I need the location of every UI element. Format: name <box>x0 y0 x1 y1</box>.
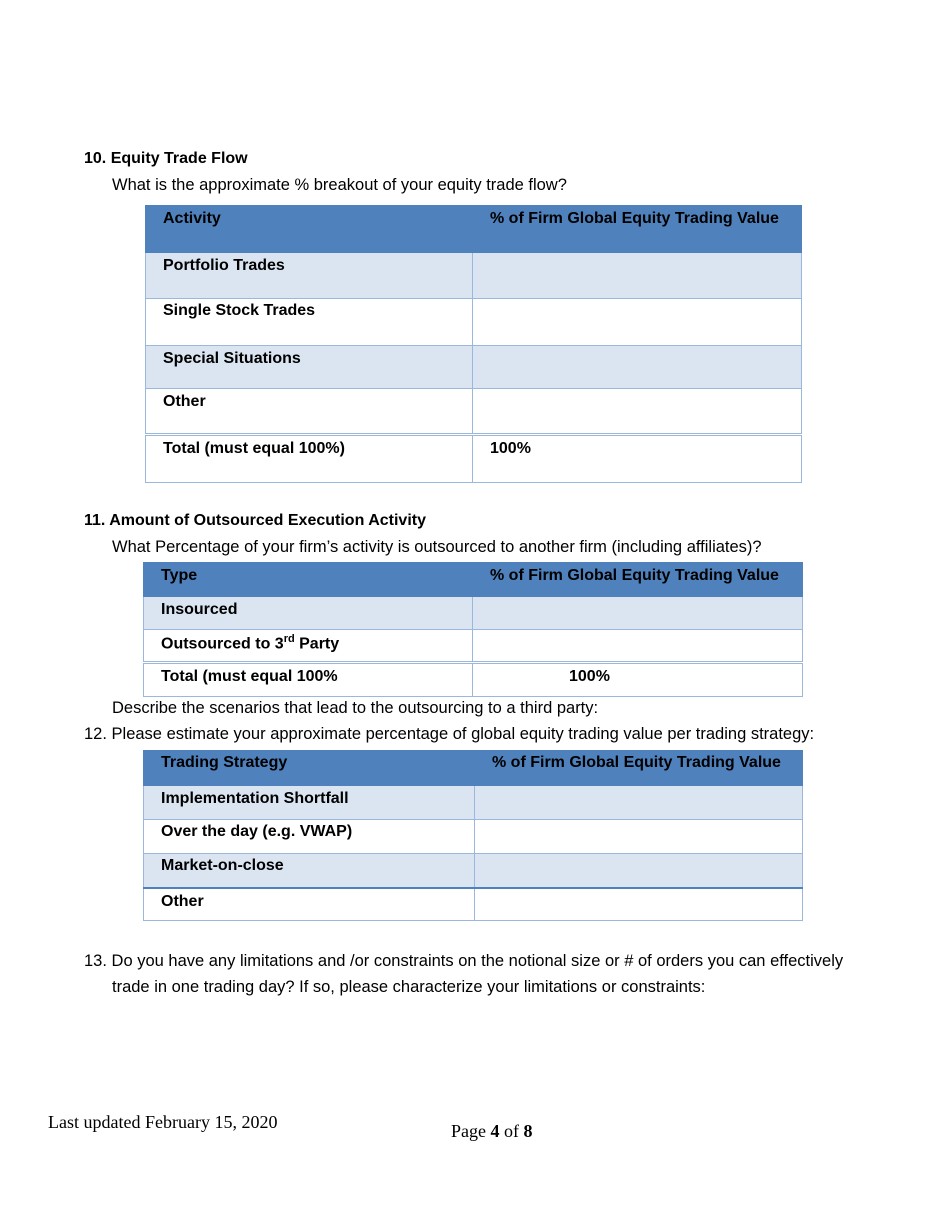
q11-header-row <box>144 563 803 597</box>
q11-row-input[interactable] <box>473 597 803 630</box>
q11-header-percent: % of Firm Global Equity Trading Value <box>473 563 803 597</box>
q11-label-post: Party <box>294 635 340 653</box>
q11-total-label: Total (must equal 100% <box>144 663 473 697</box>
table-row <box>144 630 803 663</box>
q10-question: What is the approximate % breakout of your equity trade flow? <box>112 176 567 194</box>
q10-row-label: Special Situations <box>146 346 473 389</box>
q12-number: 12. <box>84 725 107 743</box>
q12-row-input[interactable] <box>475 854 803 888</box>
q11-label-pre: Outsourced to 3 <box>161 635 284 653</box>
q12-header-row <box>144 751 803 786</box>
q12-row-label: Over the day (e.g. VWAP) <box>144 820 475 854</box>
q13-line1 <box>84 948 904 974</box>
q12-row-label: Market-on-close <box>144 854 475 888</box>
table-row <box>146 435 802 483</box>
table-row <box>146 346 802 389</box>
q11-row-label: Insourced <box>144 597 473 630</box>
table-row <box>144 888 803 921</box>
q10-row-label: Single Stock Trades <box>146 299 473 346</box>
q10-row-label: Other <box>146 389 473 435</box>
q10-header-percent: % of Firm Global Equity Trading Value <box>473 206 802 253</box>
page-of: of <box>499 1121 524 1141</box>
q13-question <box>84 948 904 1000</box>
q12-row-input[interactable] <box>475 820 803 854</box>
q10-table <box>145 205 802 483</box>
q10-heading <box>84 150 248 168</box>
q11-followup: Describe the scenarios that lead to the outsourcing to a third party: <box>112 699 599 717</box>
q12-header-percent: % of Firm Global Equity Trading Value <box>475 751 803 786</box>
table-row <box>144 786 803 820</box>
q12-question: Please estimate your approximate percentage of global equity trading value per trading strategy: <box>111 725 815 743</box>
q12-row-label: Other <box>144 888 475 921</box>
table-row <box>144 820 803 854</box>
q13-line2: trade in one trading day? If so, please characterize your limitations or constraints: <box>112 978 706 996</box>
page-current: 4 <box>490 1121 500 1141</box>
q11-row-input[interactable] <box>473 630 803 663</box>
q13-line1-text: Do you have any limitations and /or constraints on the notional size or # of orders you can effectively <box>111 952 844 970</box>
q12-row-label: Implementation Shortfall <box>144 786 475 820</box>
q10-row-input[interactable] <box>473 253 802 299</box>
page-prefix: Page <box>451 1121 491 1141</box>
q12-row-input[interactable] <box>475 786 803 820</box>
q10-row-input[interactable] <box>473 299 802 346</box>
q10-total-value[interactable]: 100% <box>473 435 802 483</box>
table-row <box>146 299 802 346</box>
q11-title: Amount of Outsourced Execution Activity <box>109 512 426 529</box>
q11-number: 11. <box>84 512 106 529</box>
q10-row-input[interactable] <box>473 346 802 389</box>
table-row <box>144 663 803 697</box>
table-row <box>146 389 802 435</box>
q12-header-strategy: Trading Strategy <box>144 751 475 786</box>
table-row <box>144 854 803 888</box>
q10-row-label: Portfolio Trades <box>146 253 473 299</box>
last-updated: Last updated February 15, 2020 <box>48 1112 278 1132</box>
q11-table <box>143 562 803 697</box>
q10-row-input[interactable] <box>473 389 802 435</box>
q12-table <box>143 750 803 921</box>
q10-header-activity: Activity <box>146 206 473 253</box>
q10-title: Equity Trade Flow <box>110 150 248 167</box>
q11-heading <box>84 512 426 530</box>
page-total: 8 <box>523 1121 533 1141</box>
q10-header-row <box>146 206 802 253</box>
q13-number: 13. <box>84 952 107 970</box>
table-row <box>144 597 803 630</box>
q10-number: 10. <box>84 150 107 167</box>
q11-total-value[interactable]: 100% <box>473 663 803 697</box>
page-number <box>451 1121 533 1142</box>
q11-header-type: Type <box>144 563 473 597</box>
q11-row-label <box>144 630 473 663</box>
q12-question-line <box>84 725 814 744</box>
q11-question: What Percentage of your firm’s activity is outsourced to another firm (including affiliates)? <box>112 538 762 556</box>
table-row <box>146 253 802 299</box>
q10-total-label: Total (must equal 100%) <box>146 435 473 483</box>
q12-row-input[interactable] <box>475 888 803 921</box>
q11-label-sup: rd <box>283 633 295 645</box>
